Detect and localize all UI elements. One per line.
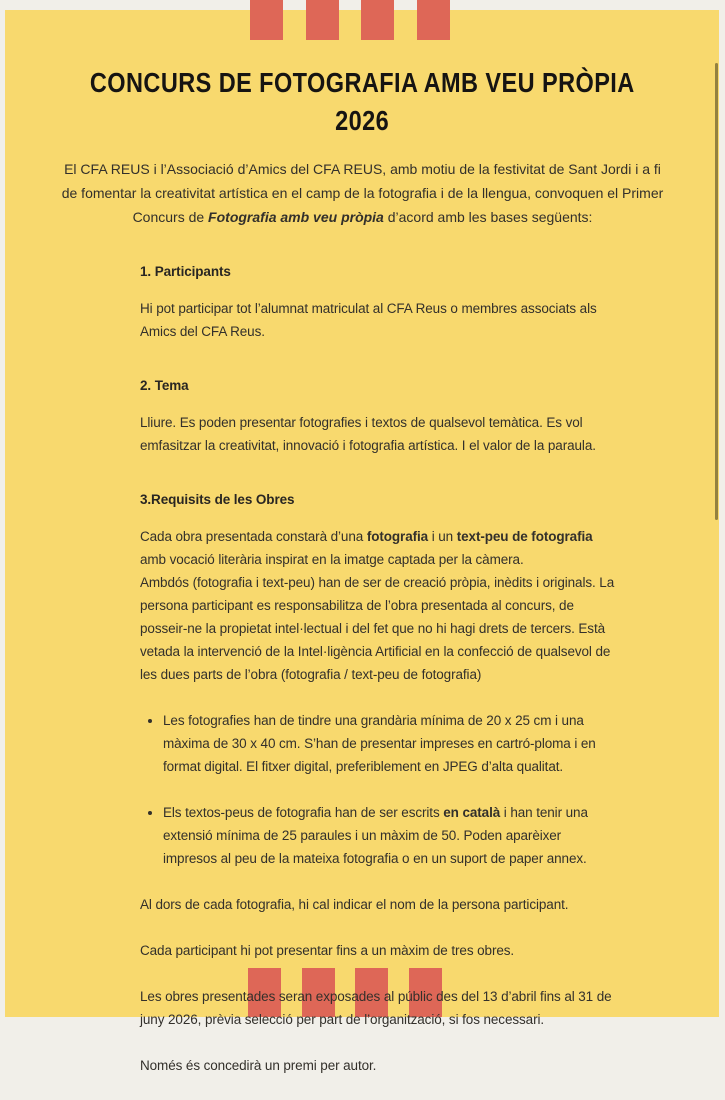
section-body-tema: Lliure. Es poden presentar fotografies i textos de qualsevol temàtica. Es vol emfasitzar la creativitat, innovació i fotografia artística. I el valor de la paraula.: [140, 415, 596, 453]
requisits-text-originality: Ambdós (fotografia i text-peu) han de ser de creació pròpia, inèdits i originals. La persona participant es responsabilitza de l’obra presentada al concurs, de posseir-ne la propietat intel·lectual i del fet que no hi hagi drets de tercers. Està vetada la intervenció de la Intel·ligència Artificial en la confecció de qualsevol de les dues parts de l’obra (fotografia / text-peu de fotografia): [140, 575, 615, 682]
intro-contest-name: Fotografia amb veu pròpia: [208, 209, 384, 225]
section-heading-tema: 2. Tema: [140, 378, 189, 393]
list-item-photo-size: • Les fotografies han de tindre una grandària mínima de 20 x 25 cm i una màxima de 30 x 40 cm. S’han de presentar impreses en cartró-ploma i en format digital. El fitxer digital, preferiblement en JPEG d’alta qualitat.: [163, 709, 616, 778]
page-title-line1: CONCURS DE FOTOGRAFIA AMB VEU PRÒPIA: [90, 67, 635, 98]
closing-exhibition-dates: Les obres presentades seran exposades al públic des del 13 d’abril fins al 31 de juny 2026, prèvia selecció per part de l’organització, si fos necessari.: [140, 989, 612, 1027]
requirements-list: [140, 709, 616, 870]
section-heading-participants: 1. Participants: [140, 264, 231, 279]
requisits-bold-fotografia: fotografia: [366, 529, 429, 544]
requisits-bold-text-peu: text-peu de fotografia: [456, 529, 593, 544]
intro-text-before: El CFA REUS i l’Associació d’Amics del CFA REUS, amb motiu de la festivitat de Sant Jordi i a fi de fomentar la creativitat artística en el camp de la fotografia i de la llengua, convoquen el Primer Concurs de: [61, 161, 664, 225]
rules-column: [140, 260, 616, 1077]
intro-text-after: d’acord amb les bases següents:: [383, 209, 593, 225]
section-body-participants: Hi pot participar tot l’alumnat matriculat al CFA Reus o membres associats als Amics del CFA Reus.: [140, 301, 597, 339]
section-heading-requisits: 3.Requisits de les Obres: [140, 492, 295, 507]
list-item-caption-rules: [163, 801, 616, 870]
closing-name-on-back: Al dors de cada fotografia, hi cal indicar el nom de la persona participant.: [140, 897, 569, 912]
caption-rule-text: Els textos-peus de fotografia han de ser escrits: [163, 805, 444, 820]
requisits-text: i un: [428, 529, 457, 544]
caption-rule-bold-catalan: en català: [443, 805, 501, 820]
closing-one-prize: Només és concedirà un premi per autor.: [140, 1058, 377, 1073]
page-title-line2: 2026: [335, 105, 390, 136]
closing-max-works: Cada participant hi pot presentar fins a un màxim de tres obres.: [140, 943, 515, 958]
requisits-text: amb vocació literària inspirat en la imatge captada per la càmera.: [140, 552, 524, 567]
caption-rule-text: i han tenir una extensió mínima de 25 paraules i un màxim de 50. Poden aparèixer impresos al peu de la mateixa fotografia o en un suport de paper annex.: [163, 805, 588, 866]
requisits-text: Cada obra presentada constarà d’una: [140, 529, 367, 544]
intro-paragraph: [57, 157, 669, 229]
scrollbar-thumb[interactable]: [715, 63, 718, 520]
closing-paragraphs: [140, 893, 616, 1077]
section-body-requisits: [140, 525, 616, 686]
page-title: [0, 64, 725, 140]
